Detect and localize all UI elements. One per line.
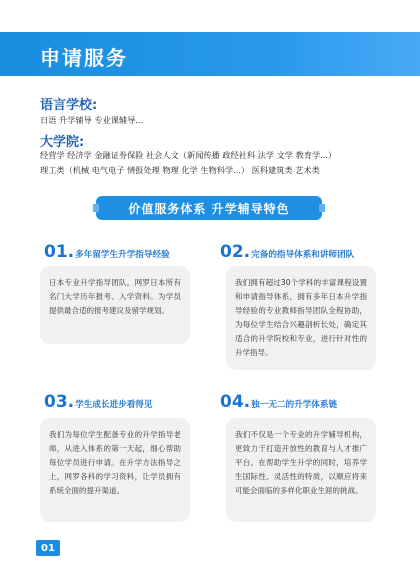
feature-4-number: 04. xyxy=(220,392,251,412)
feature-3-card xyxy=(40,418,190,522)
language-school-heading: 语言学校: xyxy=(40,98,98,113)
feature-1-title: 多年留学生升学指导经验 xyxy=(75,250,170,260)
banner-text: 价值服务体系 升学辅导特色 xyxy=(128,201,290,216)
feature-4-title: 独一无二的升学体系链 xyxy=(251,400,338,410)
feature-2-header xyxy=(220,242,354,262)
banner-left-tab xyxy=(93,204,99,212)
university-line-1: 经营学 经济学 金融证券保险 社会人文（新闻传播 政经社科 法学 文学 教育学...） xyxy=(40,150,337,160)
feature-1-number: 01. xyxy=(44,242,75,262)
feature-4-header xyxy=(220,392,337,412)
feature-4-body: 我们不仅是一个专业的升学辅导机构，更致力于打造开放性的教育与人才推广平台。在帮助学生升学的同时，培养学生国际性、灵活性的特质，以顺应将来可能会面临的多样化职业生涯的挑战。 xyxy=(235,430,367,495)
feature-2-title: 完备的指导体系和讲师团队 xyxy=(251,250,355,260)
university-heading: 大学院: xyxy=(40,135,85,150)
service-banner xyxy=(96,196,322,220)
feature-1-header xyxy=(44,242,170,262)
feature-2-body: 我们拥有超过30个学科的丰富课程设置和申请指导体系，拥有多年日本升学指导经验的专业教师指导团队全程协助，为每位学生结合兴趣剖析长处，确定其适合的升学院校和专业，进行针对性的升学指导。 xyxy=(235,278,367,357)
banner-right-tab xyxy=(319,204,325,212)
feature-2-number: 02. xyxy=(220,242,251,262)
header-bar-fade xyxy=(270,32,420,76)
feature-3-number: 03. xyxy=(44,392,75,412)
language-school-line: 日语 升学辅导 专业课辅导... xyxy=(40,115,144,125)
feature-2-card xyxy=(226,266,376,370)
university-line-2: 理工类（机械 电气电子 情报处理 物理 化学 生物科学...） 医科建筑类 艺术类 xyxy=(40,165,320,175)
feature-1-card xyxy=(40,266,190,344)
feature-4-card xyxy=(226,418,376,522)
feature-3-body: 我们为每位学生配备专业的升学指导老师，从进入体系的第一天起，细心帮助每位学员进行申请。在升学方法指导之上，网罗各科的学习资料，让学员拥有系统全面的提升渠道。 xyxy=(49,430,181,495)
page-title: 申请服务 xyxy=(40,46,128,70)
feature-3-title: 学生成长进步看得见 xyxy=(75,400,153,410)
page-number: 01 xyxy=(36,540,60,556)
feature-3-header xyxy=(44,392,152,412)
feature-1-body: 日本专业升学指导团队，网罗日本所有名门大学历年报考、入学资料。为学员提供最合适的报考建议及留学规划。 xyxy=(49,278,181,315)
